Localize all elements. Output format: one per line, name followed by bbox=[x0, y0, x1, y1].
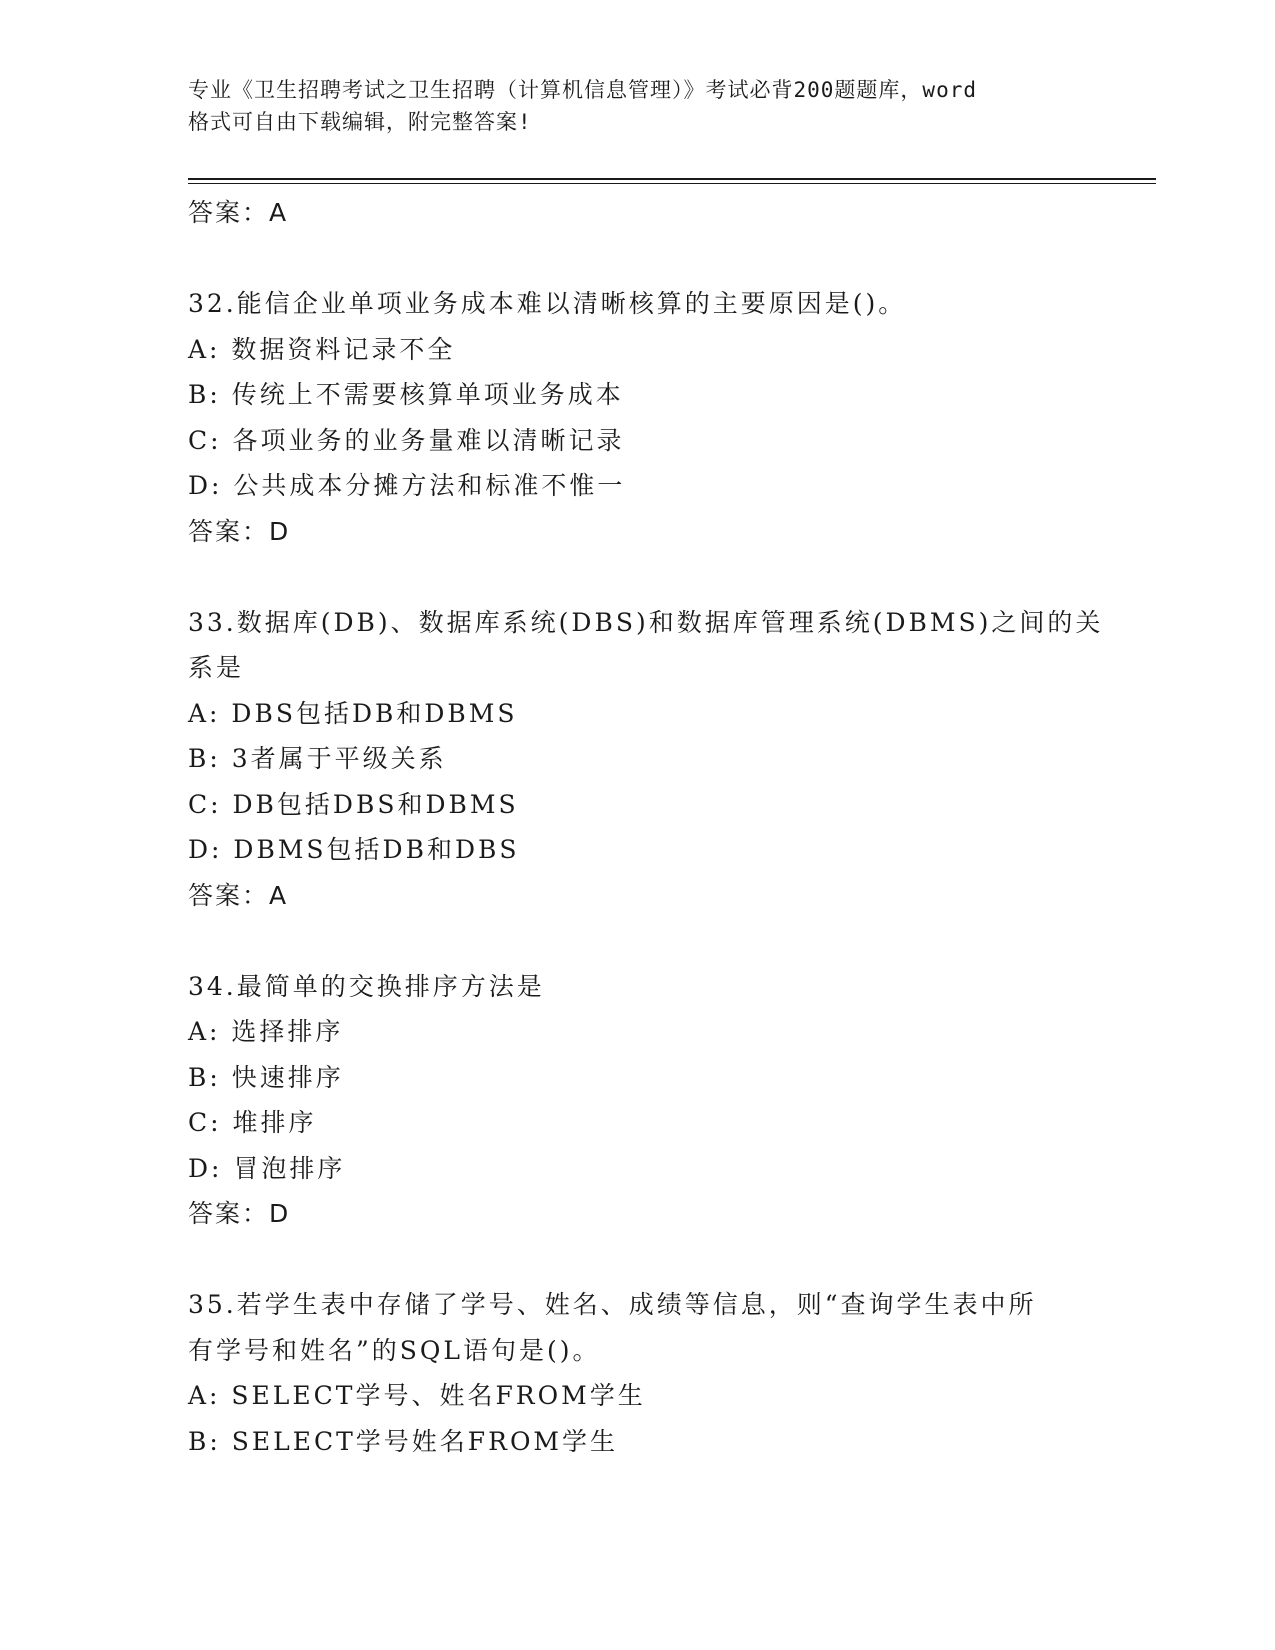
option-d: D: DBMS包括DB和DBS bbox=[188, 835, 520, 864]
option-a: A: 数据资料记录不全 bbox=[188, 334, 456, 364]
option-c: C: DB包括DBS和DBMS bbox=[188, 789, 519, 819]
option-c: C: 各项业务的业务量难以清晰记录 bbox=[188, 425, 625, 455]
option-a: A: DBS包括DB和DBMS bbox=[188, 698, 518, 728]
question-35 bbox=[188, 1282, 1088, 1464]
header-line-1: 专业《卫生招聘考试之卫生招聘（计算机信息管理）》考试必背200题题库，word bbox=[188, 78, 977, 102]
question-stem-continued: 有学号和姓名”的SQL语句是()。 bbox=[188, 1335, 601, 1365]
option-a: A: SELECT学号、姓名FROM学生 bbox=[188, 1381, 646, 1410]
option-c: C: 堆排序 bbox=[188, 1108, 317, 1137]
option-b: B: SELECT学号姓名FROM学生 bbox=[188, 1426, 619, 1456]
question-stem: 33.数据库(DB)、数据库系统(DBS)和数据库管理系统(DBMS)之间的关 bbox=[188, 607, 1104, 637]
option-d: D: 冒泡排序 bbox=[188, 1153, 346, 1183]
header-divider-thick bbox=[188, 178, 1156, 180]
option-b: B: 3者属于平级关系 bbox=[188, 744, 447, 773]
option-a: A: 选择排序 bbox=[188, 1017, 344, 1046]
header-divider-thin bbox=[188, 183, 1156, 184]
answer-line: 答案：A bbox=[188, 198, 289, 227]
question-33 bbox=[188, 600, 1104, 919]
answer-line: 答案：D bbox=[188, 516, 291, 546]
question-list bbox=[188, 190, 1104, 1464]
option-b: B: 传统上不需要核算单项业务成本 bbox=[188, 380, 624, 409]
spacer bbox=[188, 554, 1088, 600]
spacer bbox=[188, 918, 1088, 964]
spacer bbox=[188, 236, 1088, 282]
question-stem: 32.能信企业单项业务成本难以清晰核算的主要原因是()。 bbox=[188, 289, 907, 318]
option-b: B: 快速排序 bbox=[188, 1062, 344, 1092]
option-d: D: 公共成本分摊方法和标准不惟一 bbox=[188, 471, 626, 500]
question-stem-continued: 系是 bbox=[188, 653, 245, 682]
spacer bbox=[188, 1237, 1088, 1283]
answer-line: 答案：D bbox=[188, 1199, 291, 1228]
question-stem: 34.最简单的交换排序方法是 bbox=[188, 971, 545, 1001]
answer-line: 答案：A bbox=[188, 880, 289, 910]
question-34 bbox=[188, 964, 1088, 1237]
document-header bbox=[188, 74, 1108, 138]
question-stem: 35.若学生表中存储了学号、姓名、成绩等信息，则“查询学生表中所 bbox=[188, 1290, 1037, 1319]
question-32 bbox=[188, 281, 1088, 554]
header-line-2: 格式可自由下载编辑，附完整答案! bbox=[188, 110, 532, 134]
